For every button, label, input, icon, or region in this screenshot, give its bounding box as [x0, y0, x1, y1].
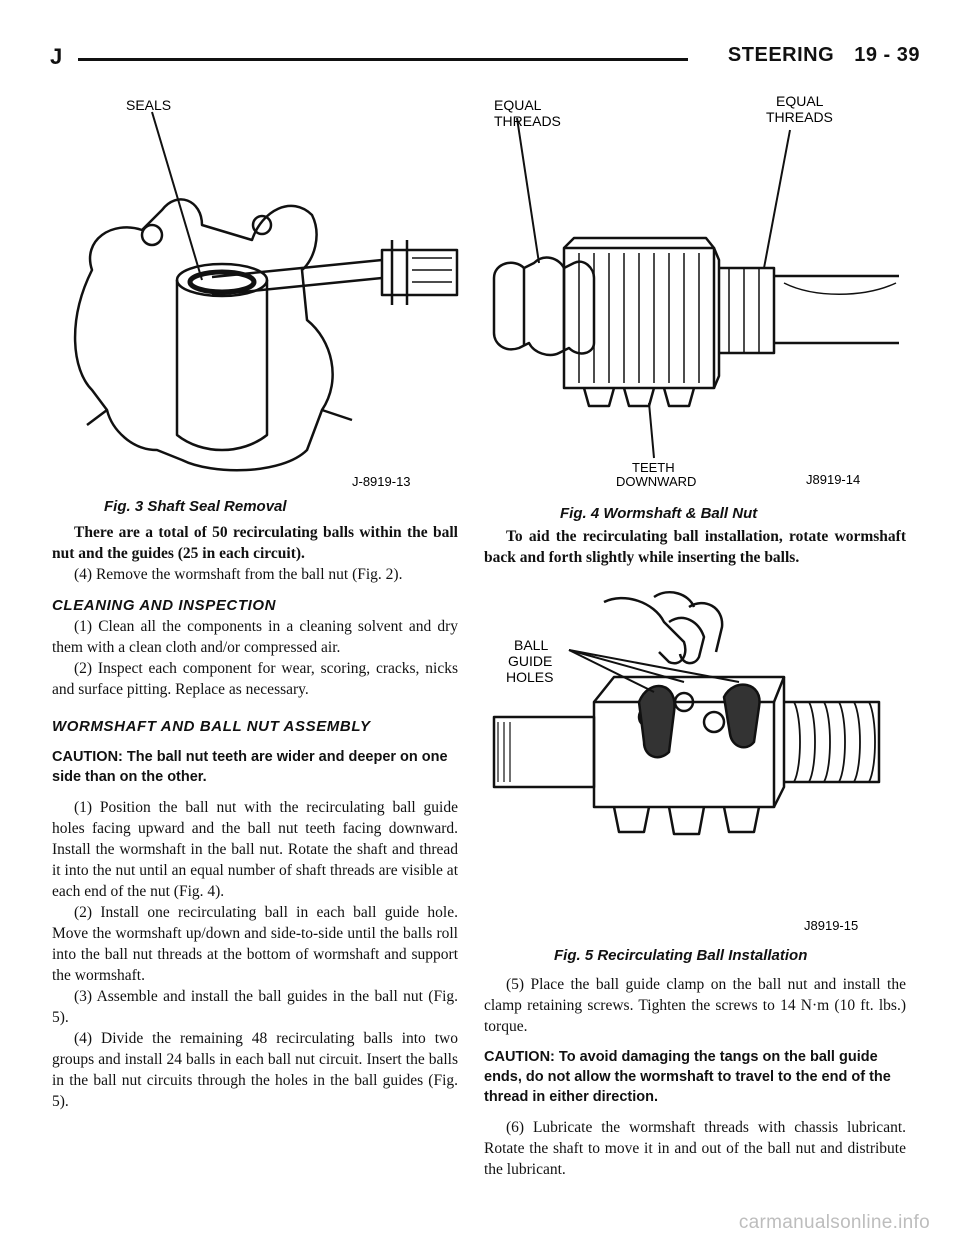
section-title: STEERING	[727, 44, 835, 66]
teeth-downward-line1: TEETH	[632, 460, 675, 475]
equal-threads-right-line1: EQUAL	[776, 93, 824, 109]
figure-5	[484, 582, 904, 932]
shaft-seal-illustration	[52, 90, 470, 500]
left-column	[52, 522, 458, 1112]
fig4-caption: Fig. 4 Wormshaft & Ball Nut	[560, 505, 758, 522]
right-column-bottom	[484, 974, 906, 1180]
ball-guide-holes-line1: BALL	[514, 637, 549, 653]
step-4-remove: (4) Remove the wormshaft from the ball nut (Fig. 2).	[74, 566, 403, 583]
page-header	[50, 40, 920, 76]
ball-guide-holes-line2: GUIDE	[508, 653, 553, 669]
equal-threads-left-line2: THREADS	[494, 113, 561, 129]
header-rule	[78, 58, 688, 61]
fig3-code: J-8919-13	[352, 474, 411, 489]
equal-threads-right-line2: THREADS	[766, 109, 833, 125]
ball-guide-holes-line3: HOLES	[506, 669, 554, 685]
right-column-top	[484, 526, 906, 568]
assembly-step-6: (6) Lubricate the wormshaft threads with chassis lubricant. Rotate the shaft to move it in and out of the ball nut and distribute the lubricant.	[484, 1119, 906, 1178]
fig3-caption: Fig. 3 Shaft Seal Removal	[104, 498, 287, 515]
left-intro-paragraph: There are a total of 50 recirculating balls within the ball nut and the guides (25 in each circuit).	[52, 524, 458, 562]
cleaning-step-1: (1) Clean all the components in a cleaning solvent and dry them with a clean cloth and/or compressed air.	[52, 618, 458, 656]
assembly-step-3: (3) Assemble and install the ball guides in the ball nut (Fig. 5).	[52, 988, 458, 1026]
fig5-caption: Fig. 5 Recirculating Ball Installation	[554, 947, 808, 964]
assembly-step-1: (1) Position the ball nut with the recirculating ball guide holes facing upward and the ball nut teeth facing downward. Install the wormshaft in the ball nut. Rotate the shaft and thread it into the nut until an equal number of shaft threads are visible at each end of the nut (Fig. 4).	[52, 799, 458, 900]
right-intro-paragraph: To aid the recirculating ball installation, rotate wormshaft back and forth slightly while inserting the balls.	[484, 528, 906, 566]
assembly-step-4: (4) Divide the remaining 48 recirculating balls into two groups and install 24 balls in each ball nut circuit. Insert the balls in the ball nut circuits through the holes in the ball guides (Fig. 5).	[52, 1030, 458, 1110]
header-right	[714, 44, 920, 67]
header-letter: J	[50, 44, 63, 69]
assembly-step-5: (5) Place the ball guide clamp on the ball nut and install the clamp retaining screws. Tighten the screws to 14 N·m (10 ft. lbs.) torque.	[484, 976, 906, 1035]
watermark: carmanualsonline.info	[738, 1212, 930, 1233]
fig5-code: J8919-15	[804, 918, 859, 932]
equal-threads-left-line1: EQUAL	[494, 97, 542, 113]
page-number: 19 - 39	[854, 44, 920, 66]
recirculating-ball-installation-illustration	[484, 582, 904, 932]
heading-cleaning-inspection: CLEANING AND INSPECTION	[52, 597, 277, 614]
teeth-downward-line2: DOWNWARD	[616, 474, 697, 489]
wormshaft-ball-nut-illustration	[484, 88, 904, 498]
seals-label: SEALS	[126, 97, 172, 113]
figure-4	[484, 88, 904, 498]
cleaning-step-2: (2) Inspect each component for wear, scoring, cracks, nicks and surface pitting. Replace as necessary.	[52, 660, 458, 698]
caution-wormshaft-travel: CAUTION: To avoid damaging the tangs on the ball guide ends, do not allow the wormshaft to travel to the end of the thread in either direction.	[484, 1049, 891, 1105]
fig4-code: J8919-14	[806, 472, 861, 487]
assembly-step-2: (2) Install one recirculating ball in each ball guide hole. Move the wormshaft up/down and side-to-side until the balls roll into the ball nut threads at the bottom of wormshaft and support the wormshaft.	[52, 904, 458, 984]
figure-3	[52, 90, 470, 500]
heading-wormshaft-assembly: WORMSHAFT AND BALL NUT ASSEMBLY	[52, 718, 371, 735]
caution-ball-nut-teeth: CAUTION: The ball nut teeth are wider and deeper on one side than on the other.	[52, 749, 448, 785]
